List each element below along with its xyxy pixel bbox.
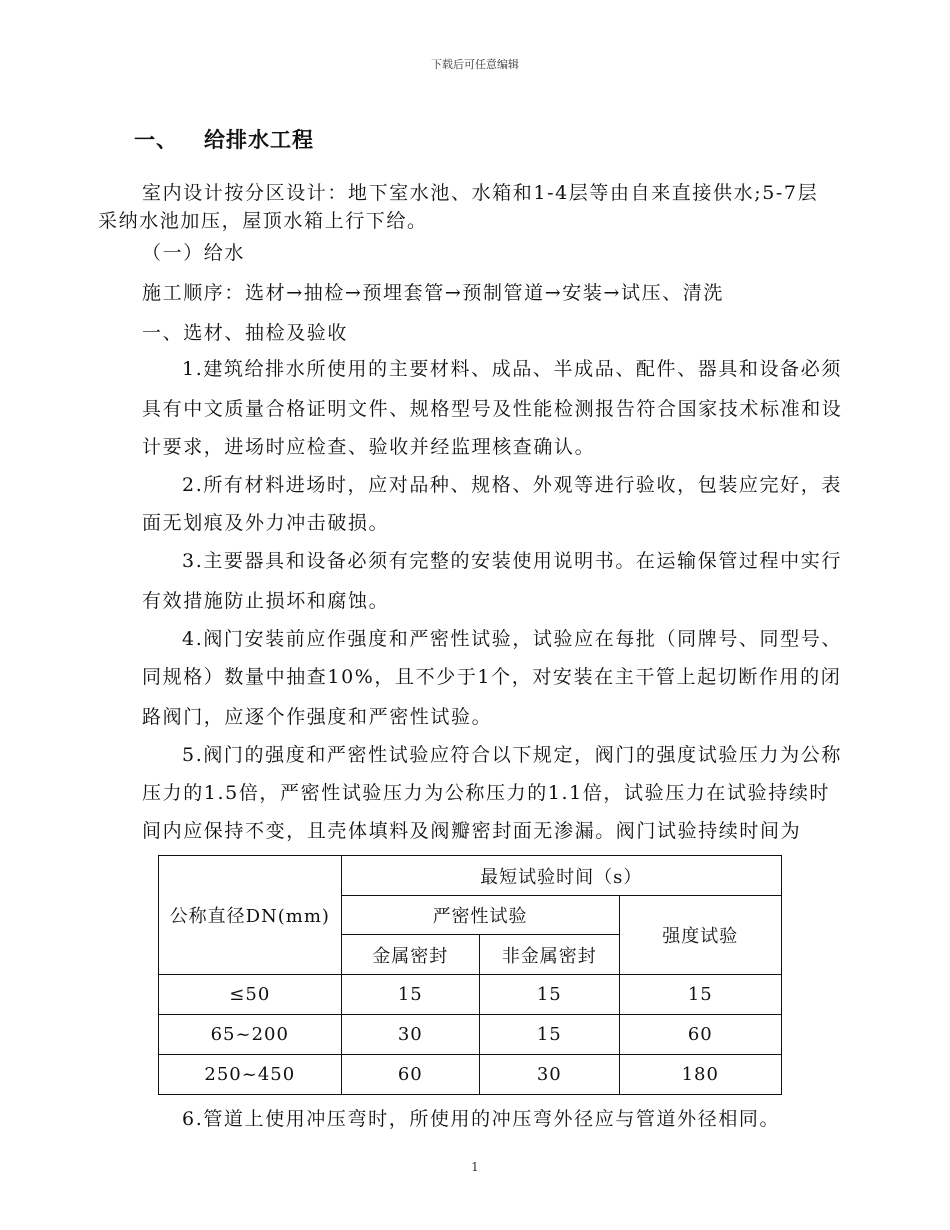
tightness-test-header: 严密性试验 <box>341 896 619 935</box>
paragraph-line: 同规格）数量中抽查10%，且不少于1个，对安装在主干管上起切断作用的闭 <box>142 666 842 688</box>
section-number: 一、 <box>134 128 178 152</box>
dn-cell: 250~450 <box>159 1055 342 1095</box>
paragraph-line: 压力的1.5倍，严密性试验压力为公称压力的1.1倍，试验压力在试验持续时 <box>142 782 831 804</box>
strength-test-header: 强度试验 <box>619 896 781 975</box>
paragraph-line: 室内设计按分区设计：地下室水池、水箱和1-4层等由自来直接供水;5-7层 <box>142 182 819 204</box>
strength-cell: 15 <box>619 975 781 1015</box>
paragraph-line: 5.阀门的强度和严密性试验应符合以下规定，阀门的强度试验压力为公称 <box>182 744 842 766</box>
dn-column-header: 公称直径DN(mm) <box>159 856 342 975</box>
metal-seal-header: 金属密封 <box>341 935 479 975</box>
paragraph-line: 施工顺序：选材→抽检→预埋套管→预制管道→安装→试压、清洗 <box>142 282 725 304</box>
paragraph-line: 3.主要器具和设备必须有完整的安装使用说明书。在运输保管过程中实行 <box>182 550 842 572</box>
dn-cell: ≤50 <box>159 975 342 1015</box>
paragraph-line: 间内应保持不变，且壳体填料及阀瓣密封面无渗漏。阀门试验持续时间为 <box>142 820 802 842</box>
strength-cell: 60 <box>619 1015 781 1055</box>
nonmetal-seal-header: 非金属密封 <box>480 935 619 975</box>
table-row <box>159 975 782 1015</box>
nonmetal-cell: 15 <box>480 1015 619 1055</box>
paragraph-line: 4.阀门安装前应作强度和严密性试验，试验应在每批（同牌号、同型号、 <box>182 628 842 650</box>
metal-cell: 15 <box>341 975 479 1015</box>
section-heading <box>134 124 314 154</box>
table-row <box>159 1055 782 1095</box>
paragraph-line: 1.建筑给排水所使用的主要材料、成品、半成品、配件、器具和设备必须 <box>182 358 842 380</box>
min-test-time-header: 最短试验时间（s） <box>341 856 781 896</box>
paragraph-line: 有效措施防止损坏和腐蚀。 <box>142 590 390 612</box>
paragraph-line: 面无划痕及外力冲击破损。 <box>142 512 390 534</box>
section-title: 给排水工程 <box>204 128 314 152</box>
paragraph-line: 具有中文质量合格证明文件、规格型号及性能检测报告符合国家技术标准和设 <box>142 398 843 420</box>
page-number: 1 <box>471 1160 479 1174</box>
valve-test-duration-table <box>158 855 782 1095</box>
nonmetal-cell: 15 <box>480 975 619 1015</box>
paragraph-line: 2.所有材料进场时，应对品种、规格、外观等进行验收，包装应完好，表 <box>182 474 842 496</box>
table-row <box>159 1015 782 1055</box>
subsection-heading: 一、选材、抽检及验收 <box>142 322 349 344</box>
metal-cell: 30 <box>341 1015 479 1055</box>
strength-cell: 180 <box>619 1055 781 1095</box>
page-header-note: 下载后可任意编辑 <box>431 58 519 71</box>
nonmetal-cell: 30 <box>480 1055 619 1095</box>
paragraph-line: 路阀门，应逐个作强度和严密性试验。 <box>142 706 493 728</box>
paragraph-line: 6.管道上使用冲压弯时，所使用的冲压弯外径应与管道外径相同。 <box>182 1108 781 1130</box>
dn-cell: 65~200 <box>159 1015 342 1055</box>
subsection-heading: （一）给水 <box>142 242 246 264</box>
metal-cell: 60 <box>341 1055 479 1095</box>
paragraph-line: 采纳水池加压，屋顶水箱上行下给。 <box>98 210 428 232</box>
paragraph-line: 计要求，进场时应检查、验收并经监理核查确认。 <box>142 436 596 458</box>
